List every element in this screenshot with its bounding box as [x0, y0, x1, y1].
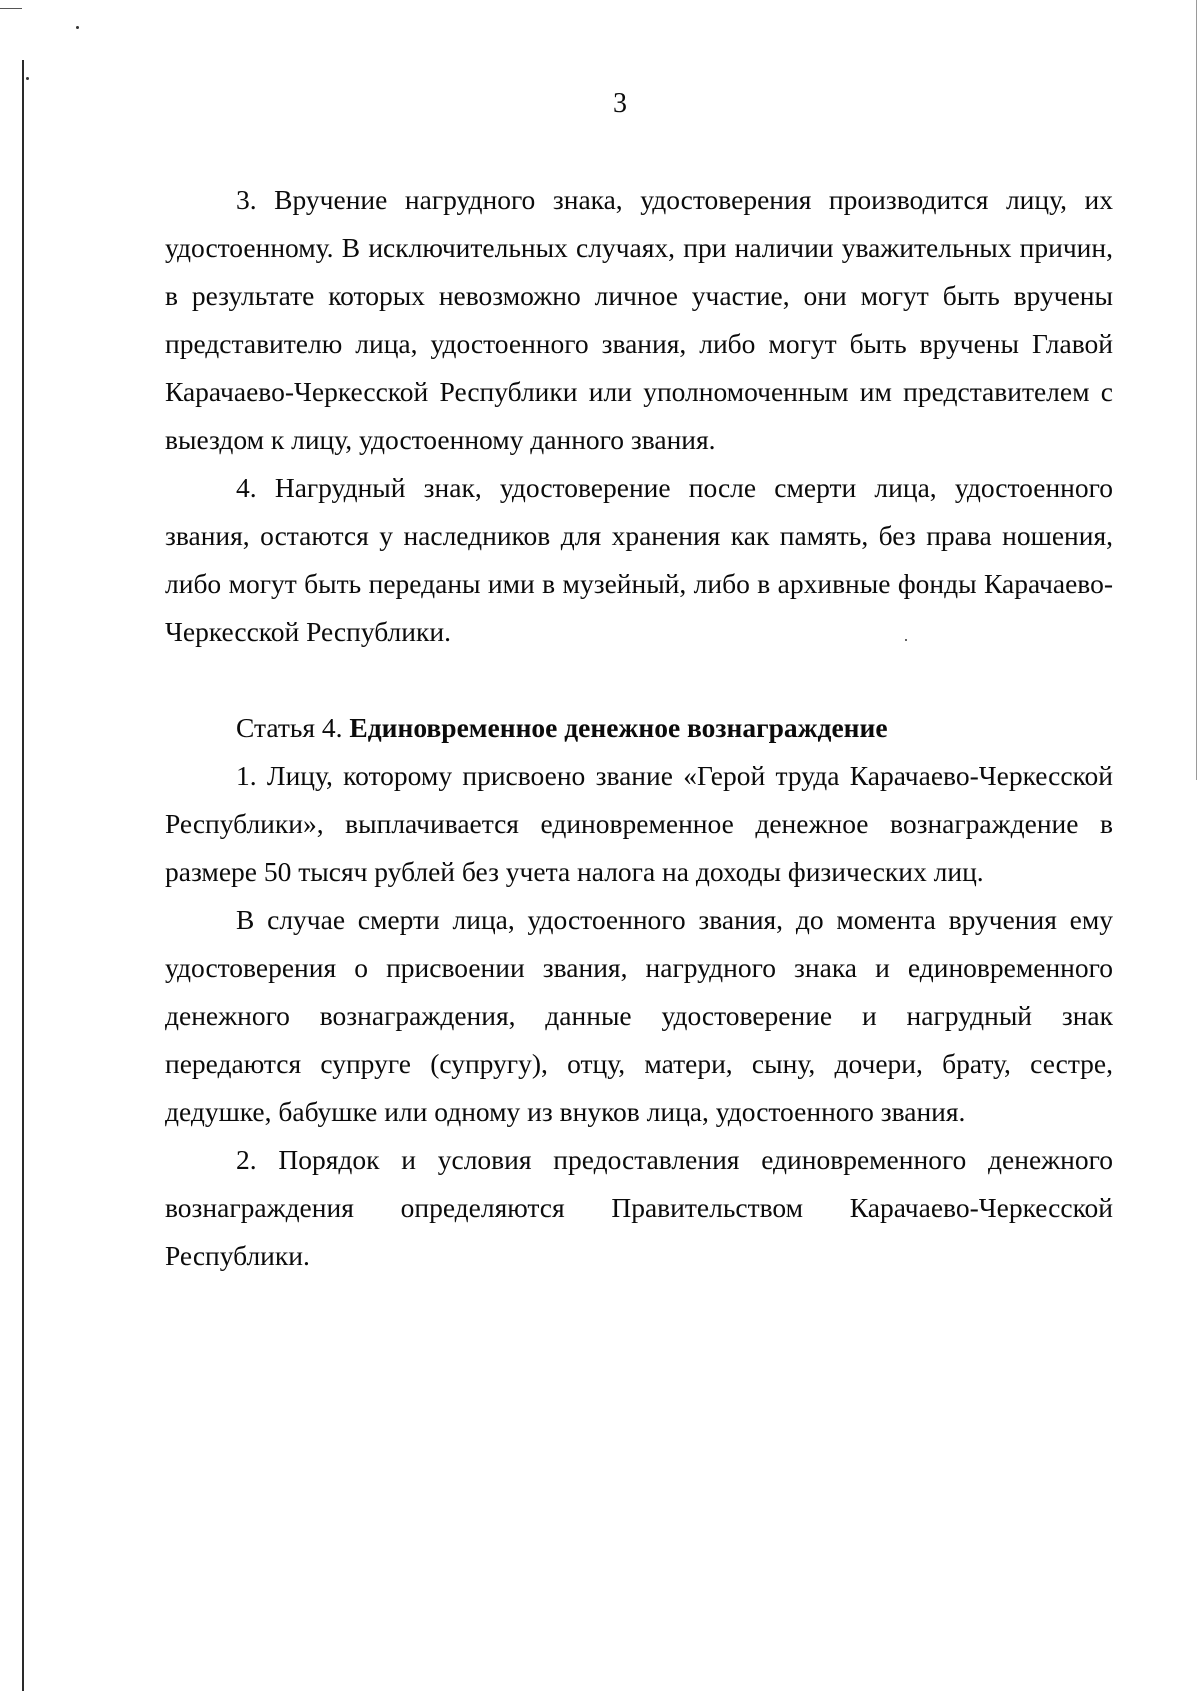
article-title: Единовременное денежное вознаграждение [349, 712, 888, 743]
article-heading [165, 704, 1113, 752]
scan-edge-top [0, 8, 22, 9]
scan-edge-left [22, 60, 24, 1691]
document-body [165, 176, 1113, 1280]
page-number: 3 [613, 88, 627, 119]
article-label: Статья 4. [236, 712, 343, 743]
paragraph: 2. Порядок и условия предоставления единовременного денежного вознаграждения определяются Правительством Карачаево-Черкесской Республики. [165, 1144, 1113, 1271]
paragraph: 3. Вручение нагрудного знака, удостоверения производится лицу, их удостоенному. В исключительных случаях, при наличии уважительных причин, в результате которых невозможно личное участие, они могут быть вручены представителю лица, удостоенного звания, либо могут быть вручены Главой Карачаево-Черкесской Республики или уполномоченным им представителем с выездом к лицу, удостоенному данного звания. [165, 184, 1113, 455]
paragraph: 4. Нагрудный знак, удостоверение после смерти лица, удостоенного звания, остаются у наследников для хранения как память, без права ношения, либо могут быть переданы ими в музейный, либо в архивные фонды Карачаево-Черкесской Республики. [165, 472, 1113, 647]
paragraph: В случае смерти лица, удостоенного звания, до момента вручения ему удостоверения о присвоении звания, нагрудного знака и единовременного денежного вознаграждения, данные удостоверение и нагрудный знак передаются супруге (супругу), отцу, матери, сыну, дочери, брату, сестре, дедушке, бабушке или одному из внуков лица, удостоенного звания. [165, 904, 1113, 1127]
scan-speck [76, 26, 79, 29]
paragraph: 1. Лицу, которому присвоено звание «Герой труда Карачаево-Черкесской Республики», выплачивается единовременное денежное вознаграждение в размере 50 тысяч рублей без учета налога на доходы физических лиц. [165, 760, 1113, 887]
scan-speck [26, 77, 29, 80]
